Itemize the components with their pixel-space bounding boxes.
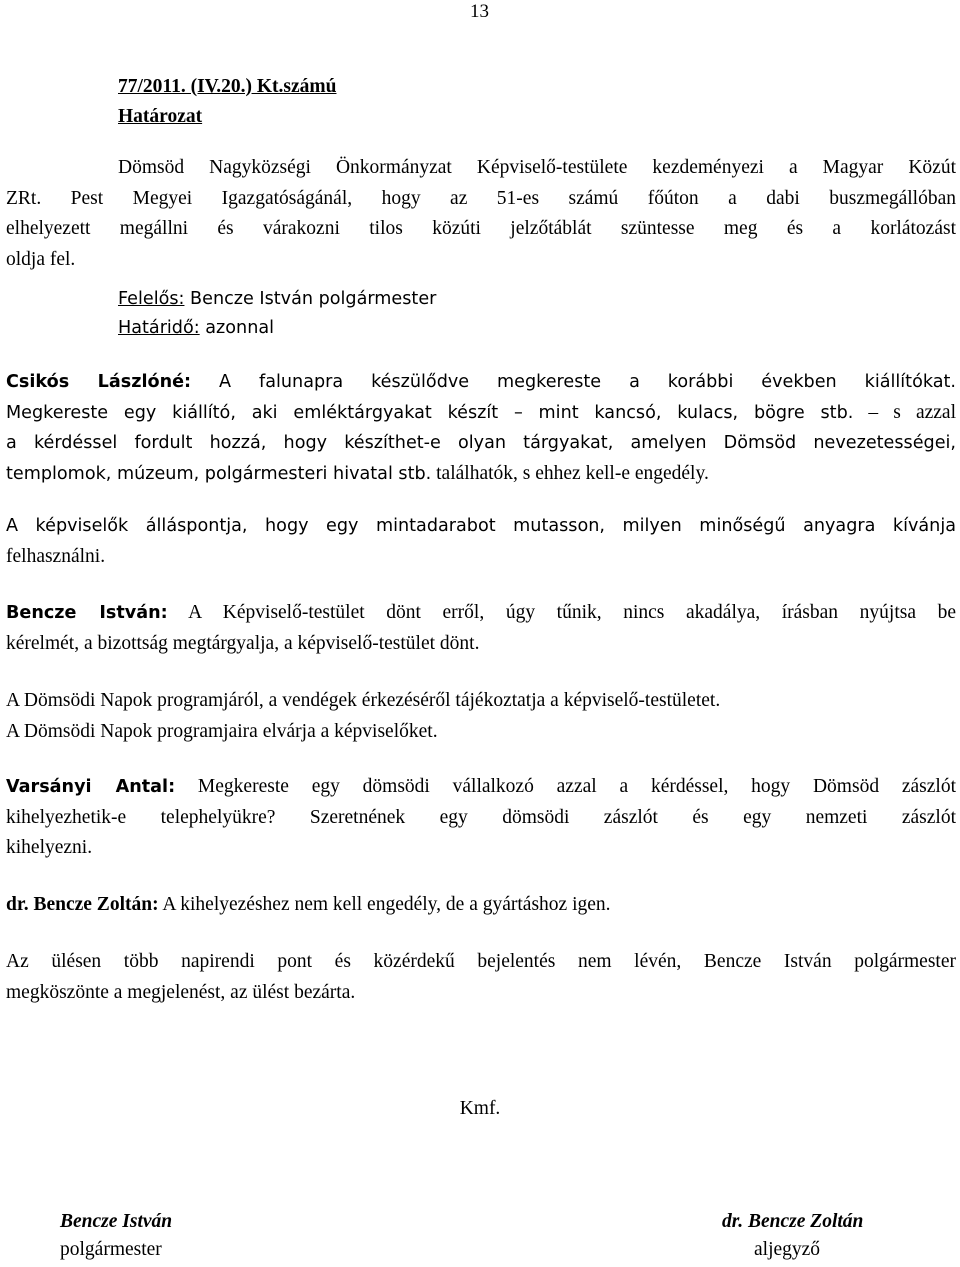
signature-left — [60, 1208, 172, 1264]
signature-right-title: aljegyző — [754, 1239, 821, 1260]
page-number: 13 — [470, 1, 489, 22]
paragraph-line: kihelyezni. — [6, 837, 93, 858]
paragraph-line — [6, 772, 956, 803]
resolution-body — [6, 153, 956, 275]
signature-left-title: polgármester — [60, 1239, 162, 1260]
paragraph-line — [6, 398, 956, 429]
paragraph-text: templomok, múzeum, polgármesteri hivatal stb. — [6, 463, 432, 484]
paragraph-line: felhasználni. — [6, 545, 106, 567]
paragraph-line — [6, 598, 956, 629]
paragraph-text: A falunapra készülődve megkereste a korábbi években kiállítókat. — [191, 372, 956, 392]
paragraph-varsanyi — [6, 772, 956, 864]
paragraph-text: A Képviselő-testület dönt erről, úgy tűnik, nincs akadálya, írásban nyújtsa be — [167, 602, 956, 623]
paragraph-line — [6, 459, 956, 490]
paragraph-line: kihelyezhetik-e telephelyükre? Szeretnének egy dömsödi zászlót és egy nemzeti zászlót — [6, 806, 956, 828]
speaker-name: dr. Bencze Zoltán: — [6, 894, 159, 915]
responsible-label: Felelős: — [118, 289, 185, 309]
paragraph-line: A képviselők álláspontja, hogy egy mintadarabot mutasson, milyen minőségű anyagra kívánja — [6, 516, 956, 536]
resolution-reference — [118, 72, 956, 103]
resolution-body-line: oldja fel. — [6, 248, 76, 270]
paragraph-text: találhatók, s ehhez kell-e engedély. — [431, 462, 709, 484]
signature-right-name: dr. Bencze Zoltán — [722, 1211, 864, 1232]
paragraph-line — [6, 367, 956, 398]
paragraph-line — [6, 890, 956, 921]
paragraph-closing — [6, 947, 956, 1008]
paragraph-text: Megkereste egy dömsödi vállalkozó azzal a kérdéssel, hogy Dömsöd zászlót — [175, 776, 957, 797]
paragraph-dr-bencze — [6, 890, 956, 921]
deadline-line — [118, 313, 956, 344]
paragraph-bencze-istvan — [6, 598, 956, 659]
signature-left-name: Bencze István — [60, 1211, 173, 1232]
deadline-value: azonnal — [199, 318, 275, 338]
speaker-name: Varsányi Antal: — [6, 777, 176, 797]
paragraph-line: megköszönte a megjelenést, az ülést bezárta. — [6, 981, 356, 1003]
paragraph-text: – s azzal — [853, 401, 956, 423]
speaker-name: Bencze István: — [6, 603, 168, 623]
resolution-reference-text: 77/2011. (IV.20.) Kt.számú — [118, 76, 337, 97]
resolution-title — [118, 102, 956, 133]
resolution-body-line: Dömsöd Nagyközségi Önkormányzat Képviselő-testülete kezdeményezi a Magyar Közút — [118, 157, 956, 178]
deadline-label: Határidő: — [118, 318, 200, 338]
responsible-value: Bencze István polgármester — [184, 289, 437, 309]
paragraph-line: Az ülésen több napirendi pont és közérdekű bejelentés nem lévén, Bencze István polgármester — [6, 951, 956, 972]
resolution-body-line: ZRt. Pest Megyei Igazgatóságánál, hogy az 51-es számú főúton a dabi buszmegállóban — [6, 187, 956, 209]
paragraph-csikos — [6, 367, 956, 489]
speaker-name: Csikós Lászlóné: — [6, 372, 192, 392]
paragraph-kepviselok — [6, 511, 956, 572]
paragraph-line: a kérdéssel fordult hozzá, hogy készíthet-e olyan tárgyakat, amelyen Dömsöd nevezetességei, — [6, 433, 956, 453]
kmf-label: Kmf. — [459, 1098, 501, 1119]
paragraph-line: A Dömsödi Napok programjáról, a vendégek érkezéséről tájékoztatja a képviselő-testületet. — [6, 690, 721, 711]
paragraph-text: A kihelyezéshez nem kell engedély, de a gyártáshoz igen. — [158, 894, 611, 915]
resolution-body-line: elhelyezett megállni és várakozni tilos közúti jelzőtáblát szüntesse meg és a korlátozást — [6, 218, 956, 239]
responsible-line — [118, 284, 956, 315]
paragraph-text: Megkereste egy kiállító, aki emléktárgyakat készít – mint kancsó, kulacs, bögre stb. — [6, 402, 854, 423]
paragraph-line: A Dömsödi Napok programjaira elvárja a képviselőket. — [6, 720, 438, 742]
resolution-title-text: Határozat — [118, 106, 203, 127]
paragraph-domsodi-napok — [6, 686, 956, 747]
paragraph-line: kérelmét, a bizottság megtárgyalja, a képviselő-testület dönt. — [6, 632, 480, 654]
signature-right — [722, 1208, 863, 1264]
